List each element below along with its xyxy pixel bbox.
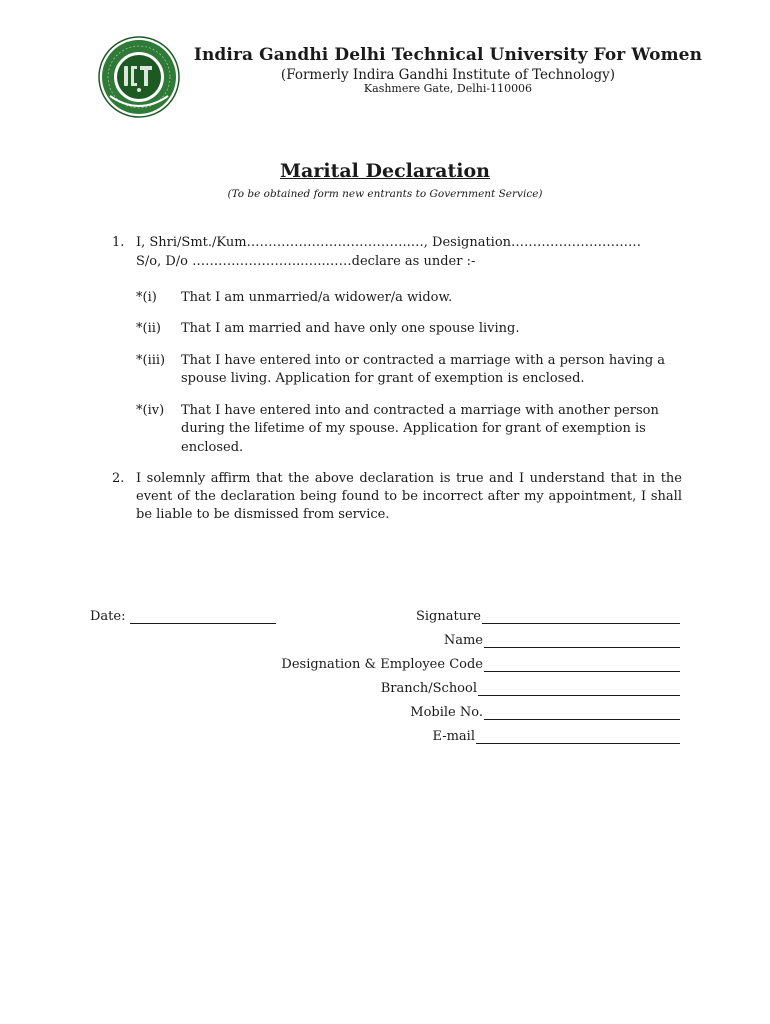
date-label: Date:: [90, 609, 126, 624]
document-subtitle: (To be obtained form new entrants to Government Service): [227, 188, 543, 200]
item-mark: *(iv): [136, 403, 165, 418]
item-text-line-2: spouse living. Application for grant of exemption is enclosed.: [181, 371, 585, 386]
signature-label: Signature: [415, 609, 481, 624]
item-mark: *(iii): [136, 353, 166, 368]
clause-2-text: I solemnly affirm that the above declaration is true and I understand that in the event of the declaration being found to be incorrect after my appointment, I shall be liable to be dismissed from service.: [136, 471, 682, 522]
item-mark: *(ii): [136, 321, 161, 336]
item-text: That I am married and have only one spouse living.: [181, 321, 520, 336]
designation-line[interactable]: [484, 657, 680, 672]
name-field[interactable]: [240, 624, 680, 648]
branch-line[interactable]: [478, 681, 680, 696]
signature-block: [240, 600, 680, 744]
item-text: That I am unmarried/a widower/a widow.: [181, 290, 453, 305]
signature-field[interactable]: [240, 600, 680, 624]
branch-field[interactable]: [240, 672, 680, 696]
document-title: Marital Declaration: [280, 160, 490, 182]
item-text-line-3: enclosed.: [181, 440, 244, 455]
signature-line[interactable]: [482, 609, 680, 624]
email-line[interactable]: [476, 729, 680, 744]
clause-2-number: 2.: [112, 471, 125, 486]
item-mark: *(i): [136, 290, 157, 305]
email-label: E-mail: [432, 729, 475, 744]
mobile-label: Mobile No.: [410, 705, 483, 720]
university-seal-icon: [98, 36, 180, 118]
clause-1-line-2: S/o, D/o ……………………..…..……declare as under :-: [136, 254, 476, 269]
university-address: Kashmere Gate, Delhi-110006: [363, 82, 533, 95]
university-name: Indira Gandhi Delhi Technical University For Women: [193, 45, 703, 65]
university-former-name: (Formerly Indira Gandhi Institute of Technology): [280, 67, 616, 83]
item-text-line-2: during the lifetime of my spouse. Application for grant of exemption is: [181, 421, 646, 436]
name-line[interactable]: [484, 633, 680, 648]
branch-label: Branch/School: [380, 681, 477, 696]
item-text-line-1: That I have entered into and contracted a marriage with another person: [181, 403, 659, 418]
mobile-line[interactable]: [484, 705, 680, 720]
clause-1-line-1: I, Shri/Smt./Kum………………………………..…, Designation…………………………: [136, 235, 642, 250]
designation-label: Designation & Employee Code: [281, 657, 483, 672]
designation-field[interactable]: [240, 648, 680, 672]
name-label: Name: [443, 633, 483, 648]
mobile-field[interactable]: [240, 696, 680, 720]
email-field[interactable]: [240, 720, 680, 744]
item-text-line-1: That I have entered into or contracted a marriage with a person having a: [181, 353, 666, 368]
clause-1-number: 1.: [112, 235, 125, 250]
